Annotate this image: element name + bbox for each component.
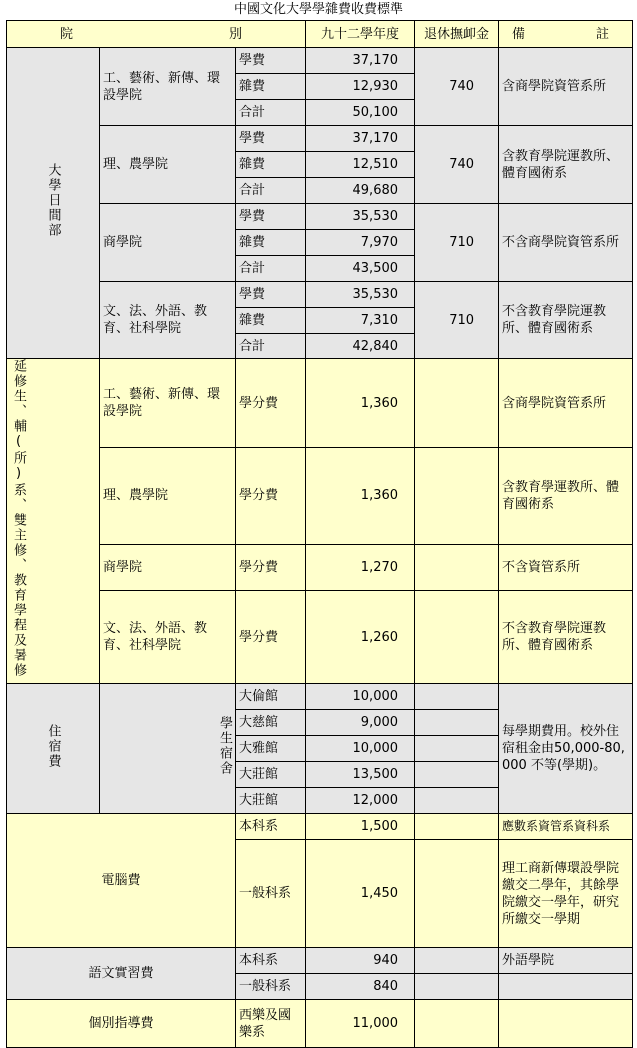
table-row [7,591,633,684]
college-cell: 商學院 [100,544,236,590]
item-cell: 一般科系 [236,840,306,948]
amount-cell: 1,360 [306,448,415,545]
pension-cell [415,448,499,545]
pension-cell [415,788,499,814]
college-cell: 商學院 [100,204,236,282]
pension-cell: 740 [415,126,499,204]
item-cell: 學分費 [236,359,306,448]
hall-cell: 大慈館 [236,710,306,736]
amount-cell: 13,500 [306,762,415,788]
extension-label [7,359,100,684]
dorm-sub-text: 學生宿舍 [217,716,232,776]
item-cell: 學費 [236,204,306,230]
amount-cell: 11,000 [306,1000,415,1048]
pension-cell [415,1000,499,1048]
amount-cell: 1,360 [306,359,415,448]
extension-label-col2: 主修、教育學程及暑修 [11,528,26,678]
amount-cell: 37,170 [306,126,415,152]
amount-cell: 840 [306,974,415,1000]
amount-cell: 12,510 [306,152,415,178]
day-division-text: 大學日間部 [45,163,61,238]
note-cell [499,1000,633,1048]
item-cell: 西樂及國樂系 [236,1000,306,1048]
item-cell: 學費 [236,282,306,308]
amount-cell: 10,000 [306,736,415,762]
header-pension: 退休撫卹金 [415,21,499,48]
page-title: 中國文化大學學雜費收費標準 [233,2,403,17]
amount-cell: 1,450 [306,840,415,948]
note-cell: 不含教育學院運教所、體育國術系 [499,282,633,359]
language-label: 語文實習費 [7,948,236,1000]
hall-cell: 大莊館 [236,762,306,788]
note-cell [499,974,633,1000]
amount-cell: 42,840 [306,334,415,359]
amount-cell: 7,310 [306,308,415,334]
item-cell: 一般科系 [236,974,306,1000]
tutoring-label: 個別指導費 [7,1000,236,1048]
amount-cell: 10,000 [306,684,415,710]
table-row [7,126,633,152]
pension-cell [415,591,499,684]
item-cell: 雜費 [236,152,306,178]
header-bie: 別 [229,26,243,42]
table-row [7,814,633,840]
dorm-sub [100,684,236,814]
amount-cell: 1,260 [306,591,415,684]
pension-cell [415,710,499,736]
note-cell: 不含資管系所 [499,544,633,590]
table-row [7,544,633,590]
college-cell: 文、法、外語、教育、社科學院 [100,591,236,684]
header-row [7,21,633,48]
college-cell: 工、藝術、新傳、環設學院 [100,359,236,448]
table-row [7,204,633,230]
college-cell: 文、法、外語、教育、社科學院 [100,282,236,359]
item-cell: 合計 [236,178,306,204]
note-cell: 理工商新傳環設學院繳交二學年，其餘學院繳交一學年，研究所繳交一學期 [499,840,633,948]
item-cell: 學費 [236,48,306,74]
extension-label-col1: 延修生、輔(所)系、雙 [11,359,26,528]
dorm-label-text: 住宿費 [45,723,61,769]
amount-cell: 37,170 [306,48,415,74]
amount-cell: 35,530 [306,282,415,308]
hall-cell: 大雅館 [236,736,306,762]
amount-cell: 7,970 [306,230,415,256]
header-zhu: 註 [596,26,610,42]
amount-cell: 49,680 [306,178,415,204]
table-row [7,948,633,974]
table-row [7,448,633,545]
note-cell: 不含商學院資管系所 [499,204,633,282]
pension-cell: 740 [415,48,499,126]
note-cell: 含商學院資管系所 [499,359,633,448]
table-row [7,48,633,74]
pension-cell [415,684,499,710]
item-cell: 雜費 [236,230,306,256]
item-cell: 學分費 [236,544,306,590]
item-cell: 本科系 [236,948,306,974]
note-cell: 不含教育學院運教所、體育國術系 [499,591,633,684]
amount-cell: 12,930 [306,74,415,100]
note-cell: 應數系資管系資科系 [499,814,633,840]
pension-cell [415,948,499,974]
college-cell: 理、農學院 [100,448,236,545]
pension-cell [415,840,499,948]
table-row [7,684,633,710]
pension-cell [415,544,499,590]
amount-cell: 9,000 [306,710,415,736]
college-cell: 理、農學院 [100,126,236,204]
amount-cell: 43,500 [306,256,415,282]
pension-cell: 710 [415,282,499,359]
item-cell: 合計 [236,334,306,359]
note-cell: 含教育學運教所、體育國術系 [499,448,633,545]
computer-label: 電腦費 [7,814,236,948]
amount-cell: 1,500 [306,814,415,840]
note-cell: 每學期費用。校外住宿租金由50,000-80,000 不等(學期)。 [499,684,633,814]
note-cell: 含教育學院運教所、體育國術系 [499,126,633,204]
amount-cell: 1,270 [306,544,415,590]
item-cell: 學分費 [236,591,306,684]
header-year: 九十二學年度 [306,21,415,48]
note-cell: 外語學院 [499,948,633,974]
item-cell: 雜費 [236,74,306,100]
item-cell: 本科系 [236,814,306,840]
pension-cell [415,359,499,448]
hall-cell: 大莊館 [236,788,306,814]
pension-cell [415,762,499,788]
college-cell: 工、藝術、新傳、環設學院 [100,48,236,126]
header-bei: 備 [512,26,526,42]
amount-cell: 50,100 [306,100,415,126]
dorm-label [7,684,100,814]
pension-cell [415,814,499,840]
item-cell: 學費 [236,126,306,152]
pension-cell: 710 [415,204,499,282]
item-cell: 雜費 [236,308,306,334]
pension-cell [415,736,499,762]
header-yuan: 院 [60,26,74,42]
table-row [7,282,633,308]
header-college [7,21,306,48]
day-division-label [7,48,100,359]
table-row [7,359,633,448]
item-cell: 合計 [236,256,306,282]
amount-cell: 35,530 [306,204,415,230]
hall-cell: 大倫館 [236,684,306,710]
amount-cell: 12,000 [306,788,415,814]
header-note [499,21,633,48]
fee-table [6,20,633,1048]
pension-cell [415,974,499,1000]
item-cell: 合計 [236,100,306,126]
item-cell: 學分費 [236,448,306,545]
amount-cell: 940 [306,948,415,974]
note-cell: 含商學院資管系所 [499,48,633,126]
table-row [7,1000,633,1048]
